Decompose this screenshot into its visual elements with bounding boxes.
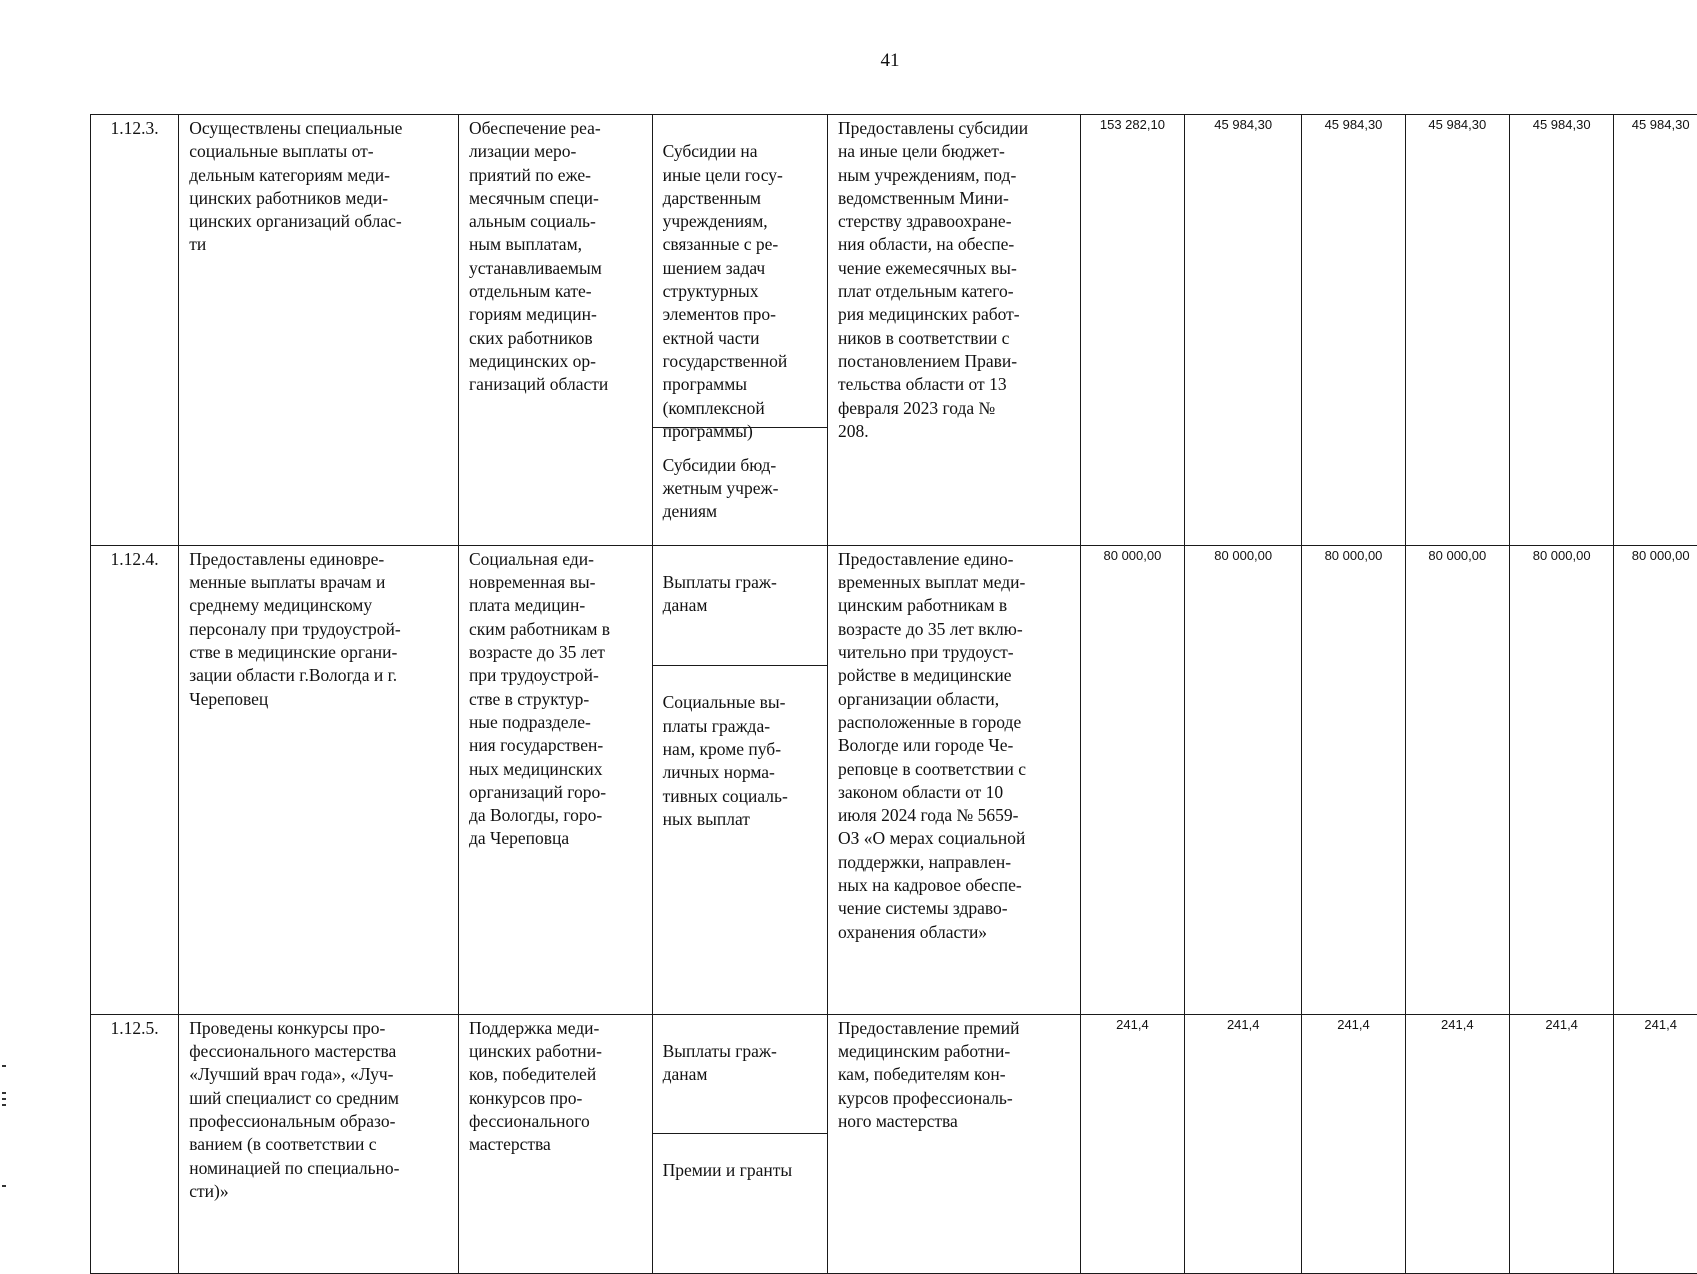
expense-type-cell: [652, 1014, 827, 1273]
amount-cell: 80 000,00: [1185, 545, 1302, 1014]
amount-cell: 80 000,00: [1614, 545, 1697, 1014]
amount-cell: 80 000,00: [1080, 545, 1184, 1014]
amount-cell: 241,4: [1614, 1014, 1697, 1273]
expense-type-secondary: Премии и гранты: [653, 1157, 827, 1249]
amount-cell: 241,4: [1405, 1014, 1509, 1273]
page-number: 41: [0, 50, 1697, 72]
expense-type-primary: Выплаты граж- данам: [653, 569, 827, 666]
expense-type-primary: Выплаты граж- данам: [653, 1038, 827, 1134]
description-cell: Предоставлены субсидии на иные цели бюджет- ным учреждениям, под- ведомственным Мини- стерству здравоохране- ния области, на обеспе- чение ежемесячных вы- плат отдельным катего- рия медицинских работ- ников в соответствии с постановлением Прави- тельства области от 13 февраля 2023 года № 208.: [827, 115, 1080, 546]
result-cell: Осуществлены специальные социальные выплаты от- дельным категориям меди- цинских работников меди- цинских организаций облас- ти: [179, 115, 459, 546]
expense-type-cell: [652, 115, 827, 546]
amount-cell: 241,4: [1302, 1014, 1405, 1273]
amount-cell: 45 984,30: [1509, 115, 1613, 546]
amount-cell: 241,4: [1080, 1014, 1184, 1273]
amount-cell: 241,4: [1185, 1014, 1302, 1273]
scan-margin-mark: [2, 1065, 6, 1067]
amount-cell: 45 984,30: [1405, 115, 1509, 546]
amount-cell: 80 000,00: [1302, 545, 1405, 1014]
amount-cell: 45 984,30: [1614, 115, 1697, 546]
expense-type-secondary: Субсидии бюд- жетным учреж- дениям: [653, 452, 827, 522]
amount-cell: 45 984,30: [1185, 115, 1302, 546]
table-row: [91, 115, 1697, 546]
measure-cell: Обеспечение реа- лизации меро- приятий по еже- месячным специ- альным социаль- ным выплатам, устанавливаемым отдельным кате- гориям медицин- ских работников медицинских ор- ганизаций области: [458, 115, 652, 546]
program-table: [90, 114, 1697, 1274]
result-cell: Предоставлены единовре- менные выплаты врачам и среднему медицинскому персоналу при трудоустрой- стве в медицинские органи- зации области г.Вологда и г. Череповец: [179, 545, 459, 1014]
description-cell: Предоставление премий медицинским работни- кам, победителям кон- курсов профессиональ- ного мастерства: [827, 1014, 1080, 1273]
scan-margin-mark: [2, 1098, 6, 1100]
expense-type-primary: Субсидии на иные цели госу- дарственным учреждениям, связанные с ре- шением задач структурных элементов про- ектной части государственной программы (комплексной программы): [653, 138, 827, 428]
scan-margin-mark: [2, 1092, 6, 1094]
row-number: 1.12.4.: [91, 545, 179, 1014]
measure-cell: Поддержка меди- цинских работни- ков, победителей конкурсов про- фессионального мастерства: [458, 1014, 652, 1273]
description-cell: Предоставление едино- временных выплат меди- цинским работникам в возрасте до 35 лет вклю- чительно при трудоуст- ройстве в медицинские организации области, расположенные в городе Вологде или городе Че- реповце в соответствии с законом области от 10 июля 2024 года № 5659- ОЗ «О мерах социальной поддержки, направлен- ных на кадровое обеспе- чение системы здраво- охранения области»: [827, 545, 1080, 1014]
amount-cell: 241,4: [1509, 1014, 1613, 1273]
expense-type-secondary: Социальные вы- платы гражда- нам, кроме пуб- личных норма- тивных социаль- ных выплат: [653, 689, 827, 990]
result-cell: Проведены конкурсы про- фессионального мастерства «Лучший врач года», «Луч- ший специалист со средним профессиональным образо- ванием (в соответствии с номинацией по специально- сти)»: [179, 1014, 459, 1273]
row-number: 1.12.3.: [91, 115, 179, 546]
table-row: [91, 545, 1697, 1014]
scan-margin-mark: [2, 1185, 6, 1187]
amount-cell: 80 000,00: [1509, 545, 1613, 1014]
expense-type-cell: [652, 545, 827, 1014]
scan-margin-mark: [2, 1104, 6, 1106]
measure-cell: Социальная еди- новременная вы- плата медицин- ским работникам в возрасте до 35 лет при трудоустрой- стве в структур- ные подразделе- ния государствен- ных медицинских организаций горо- да Вологды, горо- да Череповца: [458, 545, 652, 1014]
amount-cell: 80 000,00: [1405, 545, 1509, 1014]
table-row: [91, 1014, 1697, 1273]
amount-cell: 153 282,10: [1080, 115, 1184, 546]
amount-cell: 45 984,30: [1302, 115, 1405, 546]
row-number: 1.12.5.: [91, 1014, 179, 1273]
